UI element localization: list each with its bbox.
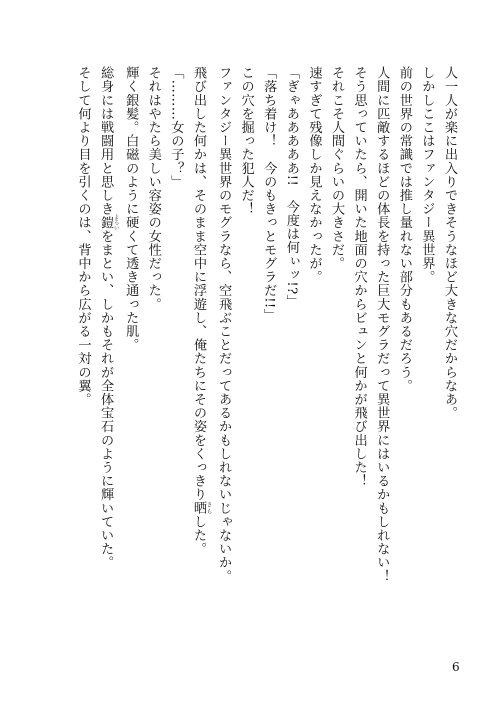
ruby-reading: よろい (112, 214, 119, 231)
text-line: それはやたら美しい容姿の女性だった。 (145, 66, 161, 311)
ruby-annotation: 鎧 よろい (98, 214, 119, 231)
text-line: 速すぎて残像しか見えなかったが。 (306, 66, 322, 284)
ruby-reading: さら (205, 501, 212, 515)
text-line: そう思っていたら、開いた地面の穴からビュンと何かが飛び出した！ (351, 66, 367, 488)
text-line-with-ruby: 総身には戦闘用と思しき鎧 よろいをまとい、しかもそれが全体宝石のように輝いていた。 (98, 66, 119, 570)
text-line: 前の世界の常識では推し量れない部分もあるだろう。 (396, 66, 412, 393)
vertical-text-body (71, 66, 460, 626)
ruby-annotation: 晒 さら (190, 501, 212, 515)
text-line: 「ぎゃあああああ!! 今度は何ぃッ!?」 (283, 66, 299, 309)
text-line: この穴を掘った犯人だ！ (238, 66, 254, 216)
text-line: ファンタジー異世界のモグラなら、空飛ぶことだってあるかもしれないじゃないか。 (216, 66, 232, 583)
text-line: 「落ち着け！ 今のもきっとモグラだ!!」 (261, 66, 277, 323)
text-line: それこそ人間ぐらいの大きさだ。 (329, 66, 345, 270)
text-line: 人間に匹敵するほどの体長を持った巨大モグラだって異世界にはいるかもしれない！ (374, 66, 390, 583)
text-line: 「………女の子？」 (168, 66, 184, 189)
text-line: 輝く銀髪。白磁のように硬くて透き通った肌。 (123, 66, 139, 352)
page-number: 6 (452, 660, 460, 674)
text-line: そして何より目を引くのは、背中から広がる一対の翼。 (75, 66, 91, 406)
text-line: しかしここはファンタジー異世界。 (419, 66, 435, 284)
text-line-with-ruby: 飛び出した何かは、そのまま空中に浮遊し、俺たちにその姿をくっきり晒 さらした。 (190, 66, 212, 556)
text-line: 人一人が楽に出入りできそうなほど大きな穴だからなあ。 (442, 66, 457, 420)
